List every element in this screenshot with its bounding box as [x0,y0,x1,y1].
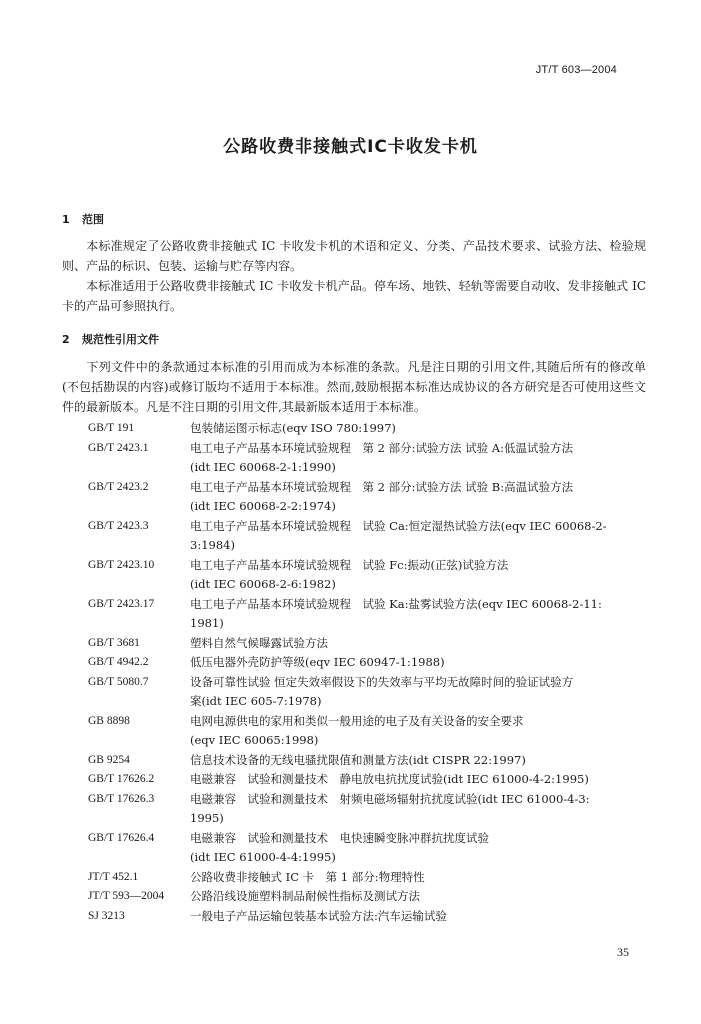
reference-item [88,829,648,868]
reference-code: GB 9254 [88,753,130,766]
section-1-paragraph-1 [62,236,646,276]
reference-code: GB/T 191 [88,422,135,434]
reference-title [190,751,648,771]
section-2-heading [62,331,159,347]
reference-item [88,634,648,654]
reference-title-line: 公路收费非接触式 IC 卡 第 1 部分:物理特性 [190,869,425,884]
reference-list [88,419,648,926]
reference-title-line: 电磁兼容 试验和测量技术 射频电磁场辐射抗扰度试验(idt IEC 61000-4-3: [190,791,590,806]
reference-title-line: 电工电子产品基本环境试验规程 试验 Ka:盐雾试验方法(eqv IEC 60068-2-11: [190,596,602,611]
section-1-paragraph-2 [62,276,646,316]
reference-item [88,419,648,439]
section-1-heading [62,211,104,227]
reference-title [190,907,648,927]
section-2-title: 规范性引用文件 [82,333,159,346]
reference-title-line: 塑料自然气候曝露试验方法 [190,635,328,650]
reference-code: GB/T 2423.10 [88,558,155,571]
reference-item [88,790,648,829]
reference-code: GB/T 4942.2 [88,656,149,668]
reference-item [88,653,648,673]
reference-item [88,868,648,888]
reference-title-line: 设备可靠性试验 恒定失效率假设下的失效率与平均无故障时间的验证试验方 [190,674,574,689]
reference-title [190,770,648,790]
reference-title-line: 3:1984) [190,538,235,552]
reference-item [88,439,648,478]
reference-title-line: 信息技术设备的无线电骚扰限值和测量方法(idt CISPR 22:1997) [190,752,526,767]
paragraph-text: 本标准适用于公路收费非接触式 IC 卡收发卡机产品。停车场、地铁、轻轨等需要自动收、发非接触式 IC 卡的产品可参照执行。 [62,279,646,313]
section-2-number: 2 [62,333,70,346]
reference-title-line: 电磁兼容 试验和测量技术 静电放电抗扰度试验(idt IEC 61000-4-2:1995) [190,772,589,786]
reference-item [88,673,648,712]
reference-title [190,673,648,712]
reference-title [190,790,648,829]
reference-code: GB/T 2423.17 [88,597,155,610]
reference-code: GB/T 5080.7 [88,675,149,688]
reference-code: GB 8898 [88,714,130,727]
reference-title [190,478,648,517]
reference-item [88,478,648,517]
section-1-title: 范围 [82,213,104,226]
reference-item [88,517,648,556]
reference-title-line: 一般电子产品运输包装基本试验方法:汽车运输试验 [190,908,447,923]
reference-code: GB/T 2423.3 [88,519,149,532]
reference-title-line: 包装储运图示标志(eqv ISO 780:1997) [190,421,396,435]
reference-code: JT/T 593—2004 [88,890,165,902]
reference-code: JT/T 452.1 [88,870,139,883]
reference-code: GB/T 17626.3 [88,792,155,805]
document-title: 公路收费非接触式IC卡收发卡机 [223,137,478,157]
reference-title-line: (idt IEC 60068-2-1:1990) [190,460,336,474]
reference-title-line: 电工电子产品基本环境试验规程 试验 Ca:恒定湿热试验方法(eqv IEC 60068-2- [190,518,607,533]
reference-code: GB/T 17626.2 [88,773,155,785]
reference-title-line: 案(idt IEC 605-7:1978) [190,694,322,708]
reference-title [190,439,648,478]
reference-code: SJ 3213 [88,909,125,922]
reference-title-line: 电网电源供电的家用和类似一般用途的电子及有关设备的安全要求 [190,713,524,728]
reference-item [88,887,648,907]
reference-code: GB/T 2423.1 [88,441,149,454]
reference-title-line: 公路沿线设施塑料制品耐候性指标及测试方法 [190,889,420,903]
reference-title-line: 电工电子产品基本环境试验规程 第 2 部分:试验方法 试验 B:高温试验方法 [190,479,574,494]
reference-item [88,770,648,790]
reference-title-line: 电工电子产品基本环境试验规程 第 2 部分:试验方法 试验 A:低温试验方法 [190,440,573,455]
reference-item [88,556,648,595]
reference-code: GB/T 17626.4 [88,831,155,844]
section-1-number: 1 [62,213,70,226]
reference-title-line: 电工电子产品基本环境试验规程 试验 Fc:振动(正弦)试验方法 [190,557,509,572]
section-2-intro [62,357,646,417]
reference-title [190,595,648,634]
reference-title-line: 1995) [190,811,224,825]
reference-title [190,712,648,751]
reference-item [88,712,648,751]
reference-title-line: (eqv IEC 60065:1998) [190,733,319,747]
reference-title-line: (idt IEC 60068-2-2:1974) [190,499,336,513]
reference-code: GB/T 2423.2 [88,480,149,493]
reference-title [190,887,648,907]
page-number: 35 [617,945,629,959]
reference-title [190,556,648,595]
paragraph-text: 下列文件中的条款通过本标准的引用而成为本标准的条款。凡是注日期的引用文件,其随后所有的修改单(不包括勘误的内容)或修订版均不适用于本标准。然而,鼓励根据本标准达成协议的各方研究是否可使用这些文件的最新版本。凡是不注日期的引用文件,其最新版本适用于本标准。 [62,360,646,414]
reference-title [190,829,648,868]
reference-title-line: 1981) [190,616,224,630]
reference-title [190,868,648,888]
reference-code: GB/T 3681 [88,636,140,649]
reference-title-line: 电磁兼容 试验和测量技术 电快速瞬变脉冲群抗扰度试验 [190,830,489,845]
standard-code: JT/T 603—2004 [535,64,617,76]
reference-title [190,634,648,654]
reference-title [190,653,648,673]
reference-item [88,751,648,771]
reference-item [88,595,648,634]
paragraph-text: 本标准规定了公路收费非接触式 IC 卡收发卡机的术语和定义、分类、产品技术要求、试验方法、检验规则、产品的标识、包装、运输与贮存等内容。 [62,239,646,273]
reference-title [190,419,648,439]
reference-item [88,907,648,927]
reference-title-line: (idt IEC 61000-4-4:1995) [190,850,336,864]
reference-title-line: 低压电器外壳防护等级(eqv IEC 60947-1:1988) [190,655,445,669]
reference-title-line: (idt IEC 60068-2-6:1982) [190,577,336,591]
reference-title [190,517,648,556]
